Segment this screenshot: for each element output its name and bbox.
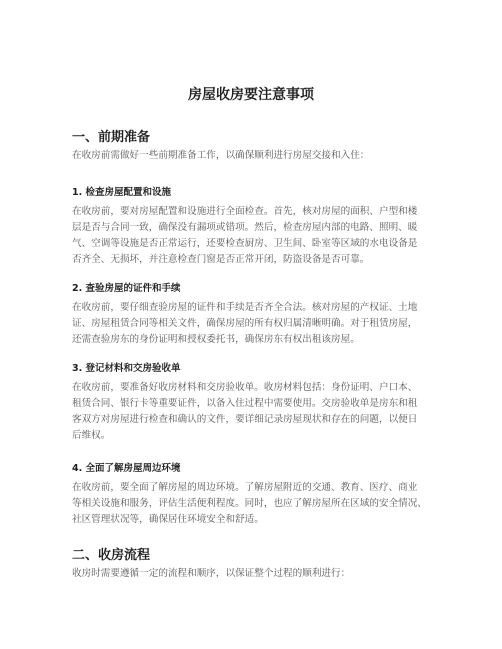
section-intro-preparation [72, 148, 432, 164]
paragraph-line: 租赁合同、银行卡等重要证件，以备入住过程中需要使用。交房验收单是房东和租 [72, 398, 418, 409]
paragraph-line: 在收房前，要全面了解房屋的周边环境。了解房屋附近的交通、教育、医疗、商业 [72, 482, 418, 493]
paragraph-line: 收房时需要遵循一定的流程和顺序，以保证整个过程的顺利进行： [72, 568, 351, 579]
section-intro-process [72, 566, 432, 582]
paragraph-line: 客双方对房屋进行检查和确认的文件，要详细记录房屋现状和存在的问题，以便日 [72, 414, 418, 425]
paragraph-surroundings [72, 480, 432, 528]
paragraph-line: 在收房前，要准备好收房材料和交房验收单。收房材料包括：身份证明、户口本、 [72, 382, 418, 393]
paragraph-line: 后维权。 [72, 430, 111, 441]
paragraph-registration-materials [72, 380, 432, 444]
paragraph-line: 等相关设施和服务，评估生活便利程度。同时，也应了解房屋所在区域的安全情况、 [72, 498, 427, 509]
paragraph-line: 否齐全、无损坏，并注意检查门窗是否正常开闭，防盗设备是否可靠。 [72, 254, 370, 265]
paragraph-check-facilities [72, 204, 432, 268]
subheading-registration-materials: 3. 登记材料和交房验收单 [72, 363, 181, 374]
paragraph-line: 证、房屋租赁合同等相关文件，确保房屋的所有权归属清晰明确。对于租赁房屋， [72, 318, 418, 329]
section-heading-process: 二、收房流程 [72, 548, 151, 563]
paragraph-verify-documents [72, 300, 432, 348]
section-heading-preparation: 一、前期准备 [72, 130, 151, 145]
paragraph-line: 层是否与合同一致，确保没有漏项或错项。然后，检查房屋内部的电路、照明、暖 [72, 222, 418, 233]
paragraph-line: 还需查验房东的身份证明和授权委托书，确保房东有权出租该房屋。 [72, 334, 360, 345]
paragraph-line: 气、空调等设施是否正常运行，还要检查厨房、卫生间、卧室等区域的水电设备是 [72, 238, 418, 249]
paragraph-line: 在收房前，要对房屋配置和设施进行全面检查。首先，核对房屋的面积、户型和楼 [72, 206, 418, 217]
subheading-surroundings: 4. 全面了解房屋周边环境 [72, 463, 181, 474]
paragraph-line: 社区管理状况等，确保居住环境安全和舒适。 [72, 514, 264, 525]
document-title: 房屋收房要注意事项 [188, 87, 314, 103]
paragraph-line: 在收房前需做好一些前期准备工作，以确保顺利进行房屋交接和入住： [72, 150, 370, 161]
subheading-check-facilities: 1. 检查房屋配置和设施 [72, 187, 172, 198]
subheading-verify-documents: 2. 查验房屋的证件和手续 [72, 283, 181, 294]
paragraph-line: 在收房前，要仔细查验房屋的证件和手续是否齐全合法。核对房屋的产权证、土地 [72, 302, 418, 313]
